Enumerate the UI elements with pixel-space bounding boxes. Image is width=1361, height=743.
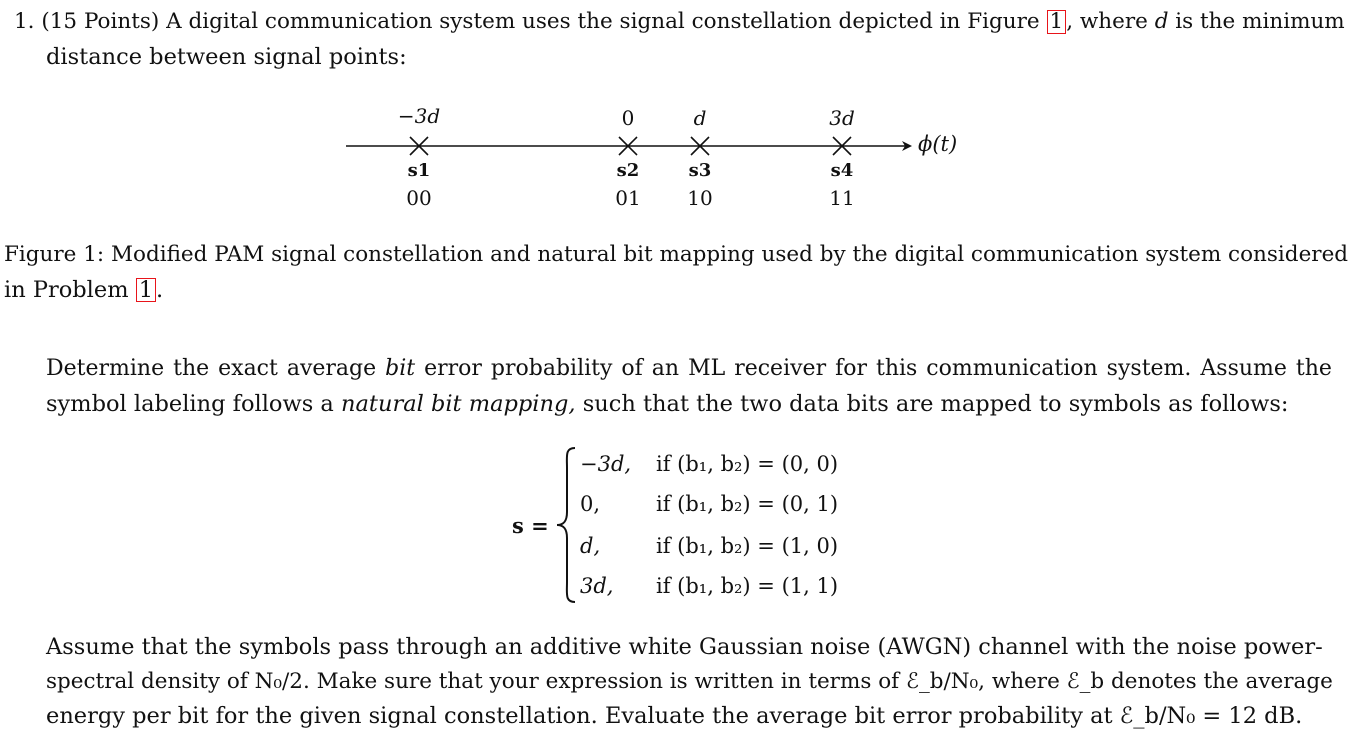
determine-l1b: error probability of an ML receiver for this communication system. Assume the	[424, 356, 1332, 381]
point-name-s1: s1	[407, 160, 431, 181]
mapping-lhs: s =	[512, 513, 549, 538]
case-condition-1: if (b₁, b₂) = (0, 1)	[656, 492, 839, 516]
determine-l2a: symbol labeling follows a	[46, 391, 334, 417]
case-condition-0: if (b₁, b₂) = (0, 0)	[656, 452, 839, 476]
assume-line2: spectral density of N₀/2. Make sure that your expression is written in terms of ℰ_b/N₀, where ℰ_b denotes the average	[46, 669, 1333, 694]
var-d: d	[1154, 9, 1169, 34]
constellation-axis	[0, 0, 1361, 230]
problem-intro-cont: , where	[1066, 9, 1148, 34]
case-condition-3: if (b₁, b₂) = (1, 1)	[656, 574, 839, 598]
problem-reference-link[interactable]: 1	[136, 278, 156, 302]
point-value-s4: 3d	[829, 106, 855, 130]
case-condition-2: if (b₁, b₂) = (1, 0)	[656, 534, 839, 558]
determine-l2-emphasis: natural bit mapping,	[341, 391, 576, 417]
axis-label-phi: ϕ(t)	[918, 132, 958, 156]
point-bits-s3: 10	[687, 186, 713, 210]
point-bits-s1: 00	[406, 186, 432, 210]
case-symbol-3: 3d,	[580, 574, 614, 598]
caption-period: .	[156, 277, 164, 303]
assume-line3: energy per bit for the given signal constellation. Evaluate the average bit error probability at ℰ_b/N₀ = 12 dB.	[46, 703, 1303, 729]
case-symbol-0: −3d,	[580, 452, 632, 476]
cases-brace	[555, 446, 579, 604]
figure-caption-line1: Figure 1: Modified PAM signal constellation and natural bit mapping used by the digital communication system considered	[4, 242, 1349, 267]
determine-line2	[46, 390, 1288, 418]
point-bits-s2: 01	[615, 186, 641, 210]
assume-line1: Assume that the symbols pass through an additive white Gaussian noise (AWGN) channel with the noise power-	[46, 634, 1323, 660]
point-value-s3: d	[693, 106, 707, 130]
problem-points: (15 Points)	[41, 9, 160, 34]
point-name-s3: s3	[688, 160, 712, 181]
figure-caption-line2	[4, 276, 163, 304]
caption-prefix: in Problem	[4, 277, 129, 303]
problem-intro-line2: distance between signal points:	[46, 44, 407, 70]
figure-reference-link[interactable]: 1	[1047, 10, 1067, 34]
problem-intro-end: is the minimum	[1175, 9, 1345, 34]
point-name-s4: s4	[830, 160, 854, 181]
point-bits-s4: 11	[829, 186, 855, 210]
point-value-s1: −3d	[397, 104, 441, 128]
problem-number: 1.	[14, 9, 35, 34]
case-symbol-2: d,	[580, 534, 601, 558]
determine-l2b: such that the two data bits are mapped to symbols as follows:	[582, 391, 1289, 417]
determine-l1-emphasis: bit	[385, 356, 416, 381]
case-symbol-1: 0,	[580, 492, 601, 516]
determine-l1a: Determine the exact average	[46, 356, 377, 381]
determine-line1	[46, 355, 1332, 383]
problem-intro: A digital communication system uses the signal constellation depicted in Figure	[166, 9, 1040, 34]
point-name-s2: s2	[616, 160, 640, 181]
point-value-s2: 0	[621, 106, 635, 130]
